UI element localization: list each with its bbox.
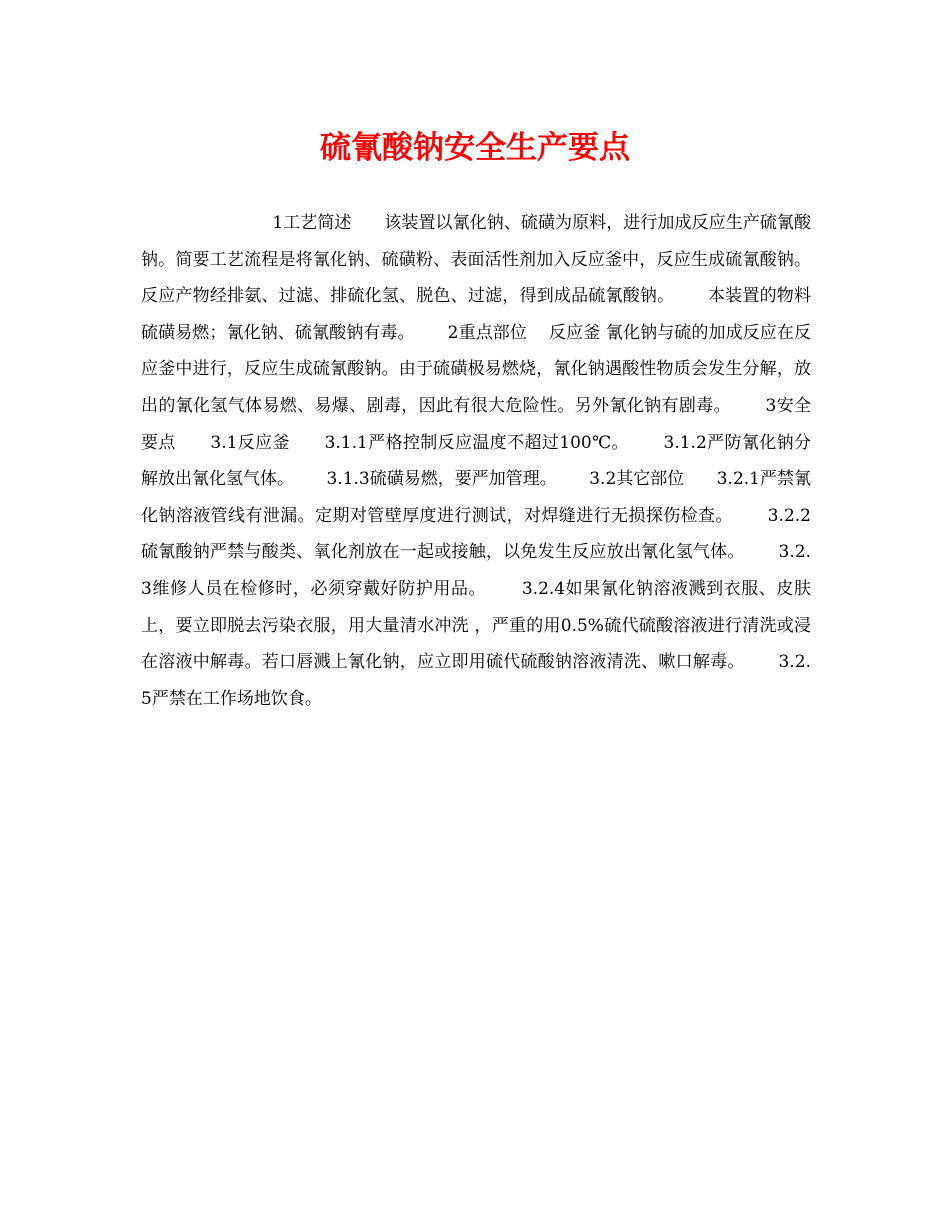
document-body: 1工艺简述 该装置以氰化钠、硫磺为原料，进行加成反应生产硫氰酸钠。简要工艺流程是将氰化钠、硫磺粉、表面活性剂加入反应釜中，反应生成硫氰酸钠。反应产物经排氨、过滤、排硫化氢、脱色、过滤，得到成品硫氰酸钠。 本装置的物料硫磺易燃；氰化钠、硫氰酸钠有毒。 2重点部位 反应釜 氰化钠与硫的加成反应在反应釜中进行，反应生成硫氰酸钠。由于硫磺极易燃烧，氰化钠遇酸性物质会发生分解，放出的氰化氢气体易燃、易爆、剧毒，因此有很大危险性。另外氰化钠有剧毒。 3安全要点 3.1反应釜 3.1.1严格控制反应温度不超过100℃。 3.1.2严防氰化钠分解放出氰化氢气体。 3.1.3硫磺易燃，要严加管理。 3.2其它部位 3.2.1严禁氰化钠溶液管线有泄漏。定期对管壁厚度进行测试，对焊缝进行无损探伤检查。 3.2.2硫氰酸钠严禁与酸类、氧化剂放在一起或接触，以免发生反应放出氰化氢气体。 3.2.3维修人员在检修时，必须穿戴好防护用品。 3.2.4如果氰化钠溶液溅到衣服、皮肤上，要立即脱去污染衣服，用大量清水冲洗 ，严重的用0.5%硫代硫酸溶液进行清洗或浸在溶液中解毒。若口唇溅上氰化钠，应立即用硫代硫酸钠溶液清洗、嗽口解毒。 3.2.5严禁在工作场地饮食。 <box>141 213 811 709</box>
document-title: 硫氰酸钠安全生产要点 <box>320 130 630 166</box>
